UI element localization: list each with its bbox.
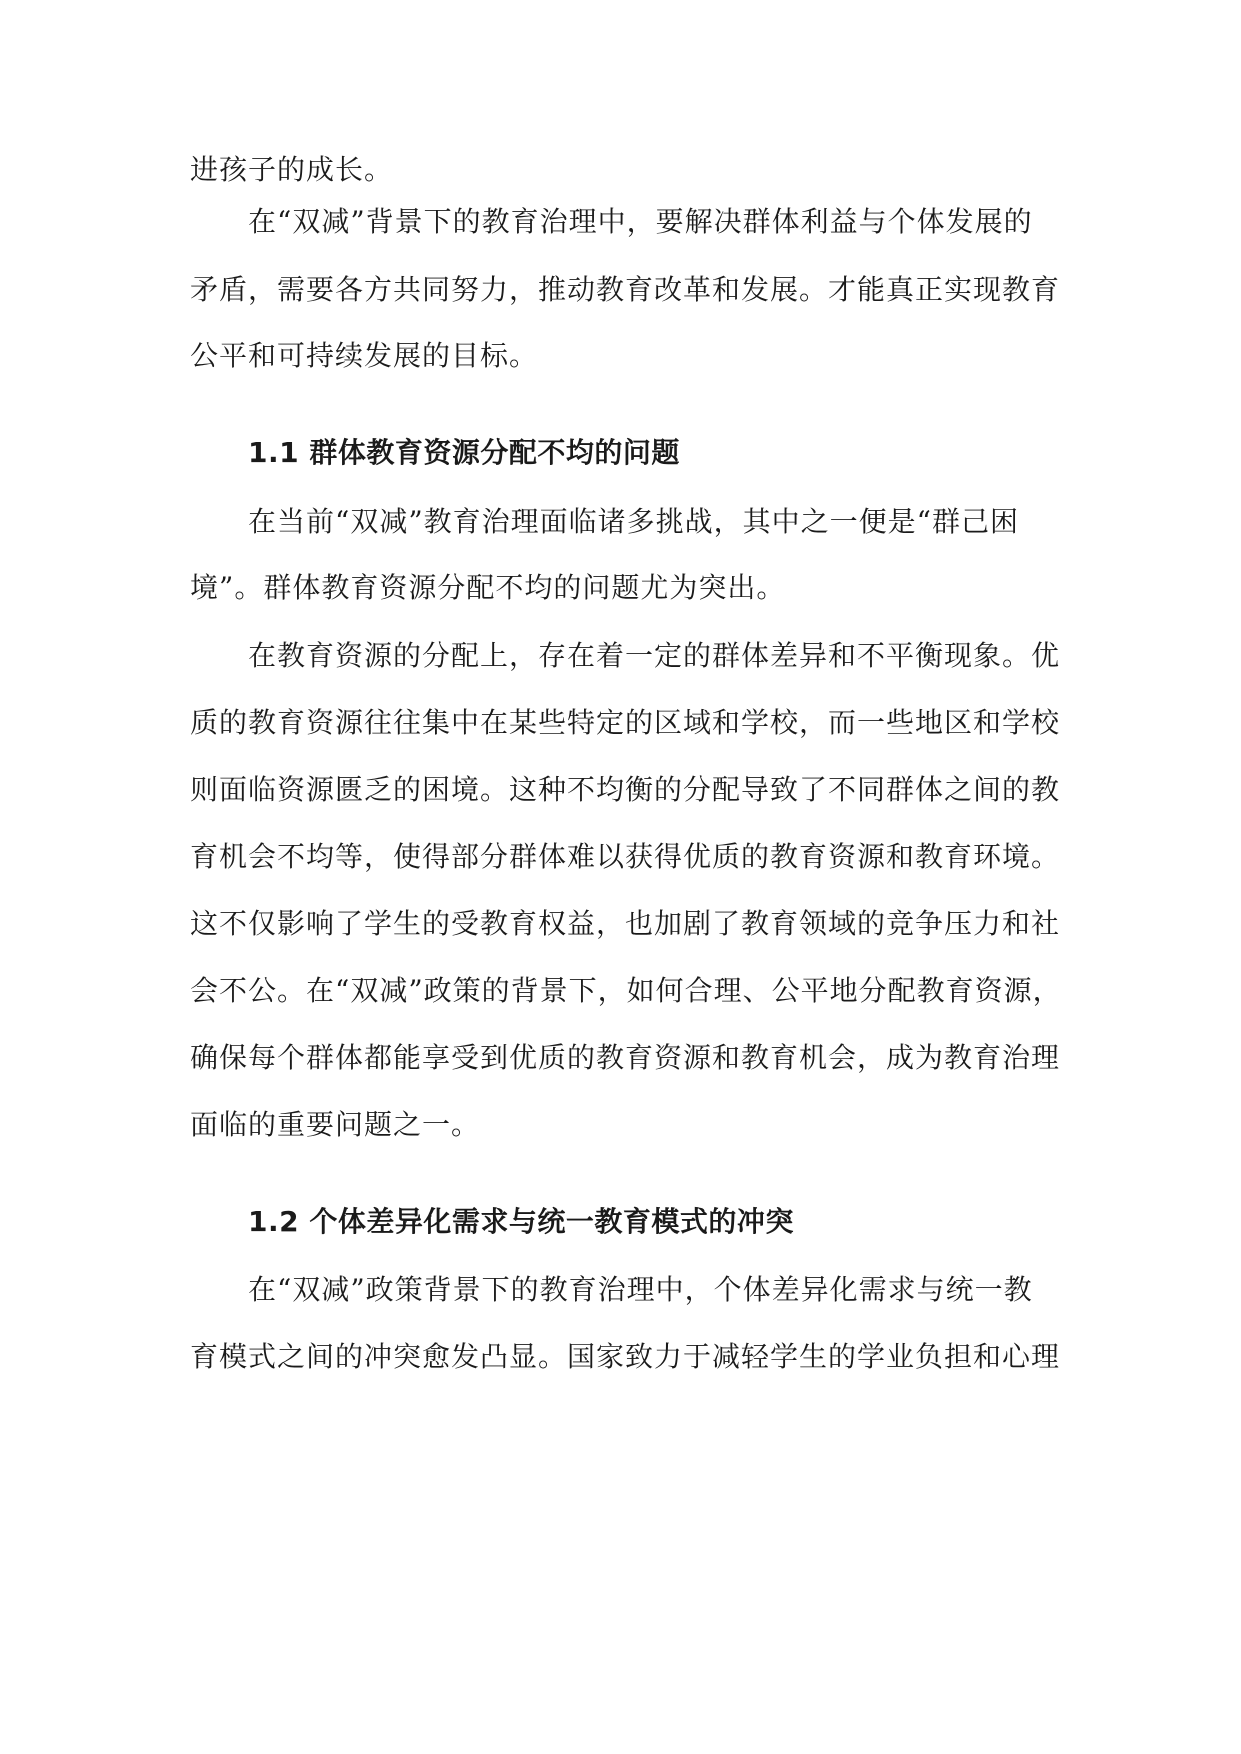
- paragraph-line: 境”。群体教育资源分配不均的问题尤为突出。: [190, 571, 786, 604]
- section-heading: 1.2 个体差异化需求与统一教育模式的冲突: [248, 1205, 794, 1238]
- paragraph-line: 进孩子的成长。: [190, 153, 394, 186]
- paragraph-line: 矛盾，需要各方共同努力，推动教育改革和发展。才能真正实现教育: [190, 273, 1061, 306]
- paragraph-line: 育机会不均等，使得部分群体难以获得优质的教育资源和教育环境。: [190, 840, 1061, 873]
- section-heading: 1.1 群体教育资源分配不均的问题: [248, 436, 680, 469]
- paragraph-line: 质的教育资源往往集中在某些特定的区域和学校，而一些地区和学校: [190, 706, 1061, 739]
- paragraph-line: 公平和可持续发展的目标。: [190, 339, 539, 372]
- paragraph-line: 确保每个群体都能享受到优质的教育资源和教育机会，成为教育治理: [190, 1041, 1061, 1074]
- paragraph-line: 育模式之间的冲突愈发凸显。国家致力于减轻学生的学业负担和心理: [190, 1340, 1061, 1373]
- paragraph-line: 在教育资源的分配上，存在着一定的群体差异和不平衡现象。优: [248, 639, 1061, 672]
- paragraph-line: 则面临资源匮乏的困境。这种不均衡的分配导致了不同群体之间的教: [190, 773, 1061, 806]
- paragraph-line: 会不公。在“双减”政策的背景下，如何合理、公平地分配教育资源，: [190, 974, 1062, 1007]
- paragraph-line: 这不仅影响了学生的受教育权益，也加剧了教育领域的竞争压力和社: [190, 907, 1061, 940]
- paragraph-line: 在当前“双减”教育治理面临诸多挑战，其中之一便是“群己困: [248, 505, 1019, 538]
- paragraph-line: 在“双减”政策背景下的教育治理中，个体差异化需求与统一教: [248, 1273, 1033, 1306]
- paragraph-line: 面临的重要问题之一。: [190, 1108, 481, 1141]
- paragraph-line: 在“双减”背景下的教育治理中，要解决群体利益与个体发展的: [248, 205, 1033, 238]
